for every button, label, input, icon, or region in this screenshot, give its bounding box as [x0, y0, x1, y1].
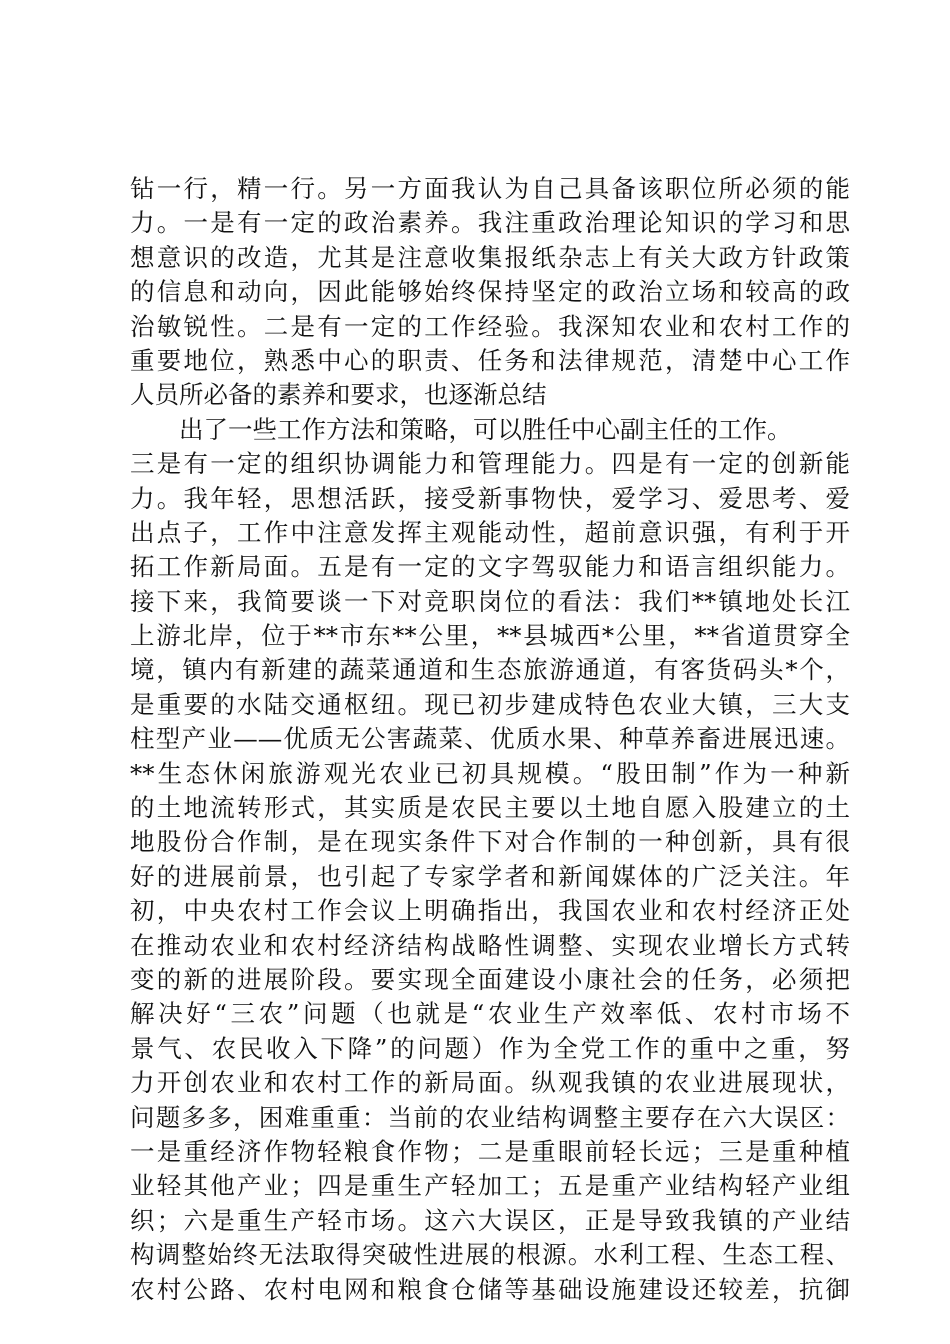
text-line: 变的新的进展阶段。要实现全面建设小康社会的任务，必须把 [130, 964, 850, 994]
text-line: 力。一是有一定的政治素养。我注重政治理论知识的学习和思 [130, 208, 850, 238]
text-line: 业轻其他产业；四是重生产轻加工；五是重产业结构轻产业组 [130, 1171, 850, 1201]
text-line: 想意识的改造，尤其是注意收集报纸杂志上有关大政方针政策 [130, 242, 850, 272]
text-line: 构调整始终无法取得突破性进展的根源。水利工程、生态工程、 [130, 1240, 850, 1270]
text-line: 在推动农业和农村经济结构战略性调整、实现农业增长方式转 [130, 930, 850, 960]
text-line: 问题多多，困难重重：当前的农业结构调整主要存在六大误区： [130, 1102, 850, 1132]
text-line: 出点子，工作中注意发挥主观能动性，超前意识强，有利于开 [130, 517, 850, 547]
text-line: 重要地位，熟悉中心的职责、任务和法律规范，清楚中心工作 [130, 345, 850, 375]
paragraph-start-line: 出了一些工作方法和策略，可以胜任中心副主任的工作。 [179, 414, 792, 444]
text-line: 织；六是重生产轻市场。这六大误区，正是导致我镇的产业结 [130, 1205, 850, 1235]
text-line: 地股份合作制，是在现实条件下对合作制的一种创新，具有很 [130, 827, 850, 857]
text-line: 好的进展前景，也引起了专家学者和新闻媒体的广泛关注。年 [130, 861, 850, 891]
text-line: 钻一行，精一行。另一方面我认为自己具备该职位所必须的能 [130, 174, 850, 203]
text-line: **生态休闲旅游观光农业已初具规模。“股田制”作为一种新 [130, 758, 850, 788]
text-line: 农村公路、农村电网和粮食仓储等基础设施建设还较差，抗御 [130, 1274, 850, 1304]
text-line: 人员所必备的素养和要求，也逐渐总结 [130, 380, 547, 410]
text-line: 治敏锐性。二是有一定的工作经验。我深知农业和农村工作的 [130, 311, 850, 341]
text-line: 力。我年轻，思想活跃，接受新事物快，爱学习、爱思考、爱 [130, 483, 850, 513]
text-line: 初，中央农村工作会议上明确指出，我国农业和农村经济正处 [130, 896, 850, 926]
text-line: 境，镇内有新建的蔬菜通道和生态旅游通道，有客货码头*个， [130, 655, 850, 685]
text-line: 三是有一定的组织协调能力和管理能力。四是有一定的创新能 [130, 449, 850, 479]
text-line: 一是重经济作物轻粮食作物；二是重眼前轻长远；三是重种植 [130, 1136, 850, 1166]
text-line: 的信息和动向，因此能够始终保持坚定的政治立场和较高的政 [130, 277, 850, 307]
text-line: 解决好“三农”问题（也就是“农业生产效率低、农村市场不 [130, 999, 850, 1029]
text-line: 上游北岸，位于**市东**公里，**县城西*公里，**省道贯穿全 [130, 621, 850, 651]
text-line: 柱型产业——优质无公害蔬菜、优质水果、种草养畜进展迅速。 [130, 724, 850, 754]
body-text [130, 172, 850, 1307]
text-line: 接下来，我简要谈一下对竞职岗位的看法：我们**镇地处长江 [130, 586, 850, 616]
text-line: 景气、农民收入下降”的问题）作为全党工作的重中之重，努 [130, 1033, 850, 1063]
text-line: 拓工作新局面。五是有一定的文字驾驭能力和语言组织能力。 [130, 552, 850, 582]
text-line: 是重要的水陆交通枢纽。现已初步建成特色农业大镇，三大支 [130, 689, 850, 719]
text-line: 力开创农业和农村工作的新局面。纵观我镇的农业进展现状， [130, 1068, 850, 1098]
text-line: 的土地流转形式，其实质是农民主要以土地自愿入股建立的土 [130, 793, 850, 823]
